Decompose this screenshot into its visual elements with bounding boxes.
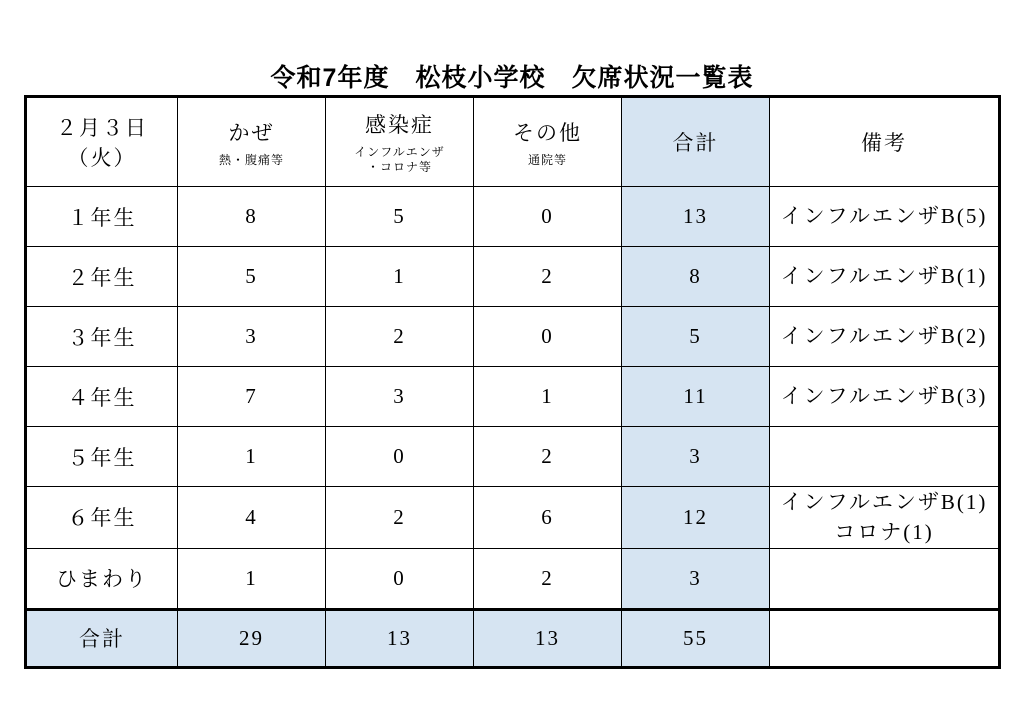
table-row (26, 487, 1000, 549)
header-date-cell (26, 97, 178, 187)
header-kaze-cell (178, 97, 326, 187)
cell-other: 6 (474, 487, 622, 549)
cell-note (770, 307, 1000, 367)
cell-grade: ５年生 (26, 427, 178, 487)
cell-other: 2 (474, 548, 622, 609)
table-row (26, 307, 1000, 367)
cell-kansen: 2 (326, 487, 474, 549)
cell-grade: ひまわり (26, 548, 178, 609)
header-other-main: その他 (513, 120, 582, 145)
cell-grade: ２年生 (26, 247, 178, 307)
note-line: インフルエンザB(2) (780, 324, 988, 349)
header-date-sub: （火） (67, 146, 137, 170)
summary-total: 55 (622, 609, 770, 667)
cell-kaze: 1 (178, 548, 326, 609)
cell-grade: １年生 (26, 187, 178, 247)
cell-kaze: 4 (178, 487, 326, 549)
table-row (26, 187, 1000, 247)
header-kansen-main: 感染症 (365, 113, 434, 137)
cell-note (770, 427, 1000, 487)
cell-kaze: 3 (178, 307, 326, 367)
cell-kansen: 5 (326, 187, 474, 247)
table-row (26, 367, 1000, 427)
cell-grade: ４年生 (26, 367, 178, 427)
cell-note (770, 187, 1000, 247)
cell-kansen: 2 (326, 307, 474, 367)
cell-total: 12 (622, 487, 770, 549)
cell-note (770, 548, 1000, 609)
cell-other: 1 (474, 367, 622, 427)
cell-total: 11 (622, 367, 770, 427)
summary-other: 13 (474, 609, 622, 667)
cell-other: 0 (474, 187, 622, 247)
table-header-row (26, 97, 1000, 187)
cell-total: 8 (622, 247, 770, 307)
cell-kansen: 0 (326, 427, 474, 487)
summary-note (770, 609, 1000, 667)
summary-label: 合計 (26, 609, 178, 667)
header-kansen-sub: インフルエンザ ・コロナ等 (354, 145, 445, 174)
header-other-cell (474, 97, 622, 187)
table-row (26, 247, 1000, 307)
cell-other: 2 (474, 247, 622, 307)
cell-kaze: 1 (178, 427, 326, 487)
header-total-cell: 合計 (622, 97, 770, 187)
cell-kansen: 0 (326, 548, 474, 609)
cell-total: 13 (622, 187, 770, 247)
cell-kansen: 1 (326, 247, 474, 307)
cell-grade: ６年生 (26, 487, 178, 549)
cell-grade: ３年生 (26, 307, 178, 367)
note-line: コロナ(1) (834, 520, 934, 545)
note-line: インフルエンザB(3) (780, 384, 988, 409)
cell-note (770, 367, 1000, 427)
header-date-main: ２月３日 (56, 116, 148, 140)
summary-kansen: 13 (326, 609, 474, 667)
note-line: インフルエンザB(1) (780, 490, 988, 514)
cell-note (770, 487, 1000, 549)
cell-other: 0 (474, 307, 622, 367)
header-kansen-cell (326, 97, 474, 187)
page-title: 令和7年度 松枝小学校 欠席状況一覧表 (270, 64, 754, 92)
summary-kaze: 29 (178, 609, 326, 667)
cell-note (770, 247, 1000, 307)
cell-total: 3 (622, 427, 770, 487)
cell-kaze: 5 (178, 247, 326, 307)
header-note-cell: 備考 (770, 97, 1000, 187)
header-kaze-main: かぜ (228, 120, 275, 145)
note-line: インフルエンザB(1) (780, 264, 988, 289)
table-row (26, 548, 1000, 609)
table-summary-row (26, 609, 1000, 667)
cell-total: 5 (622, 307, 770, 367)
cell-kansen: 3 (326, 367, 474, 427)
note-line: インフルエンザB(5) (780, 204, 988, 229)
table-row (26, 427, 1000, 487)
absence-table (24, 95, 1001, 669)
cell-kaze: 8 (178, 187, 326, 247)
cell-kaze: 7 (178, 367, 326, 427)
cell-other: 2 (474, 427, 622, 487)
header-kaze-sub: 熱・腹痛等 (218, 152, 284, 167)
header-other-sub: 通院等 (527, 152, 567, 167)
cell-total: 3 (622, 548, 770, 609)
